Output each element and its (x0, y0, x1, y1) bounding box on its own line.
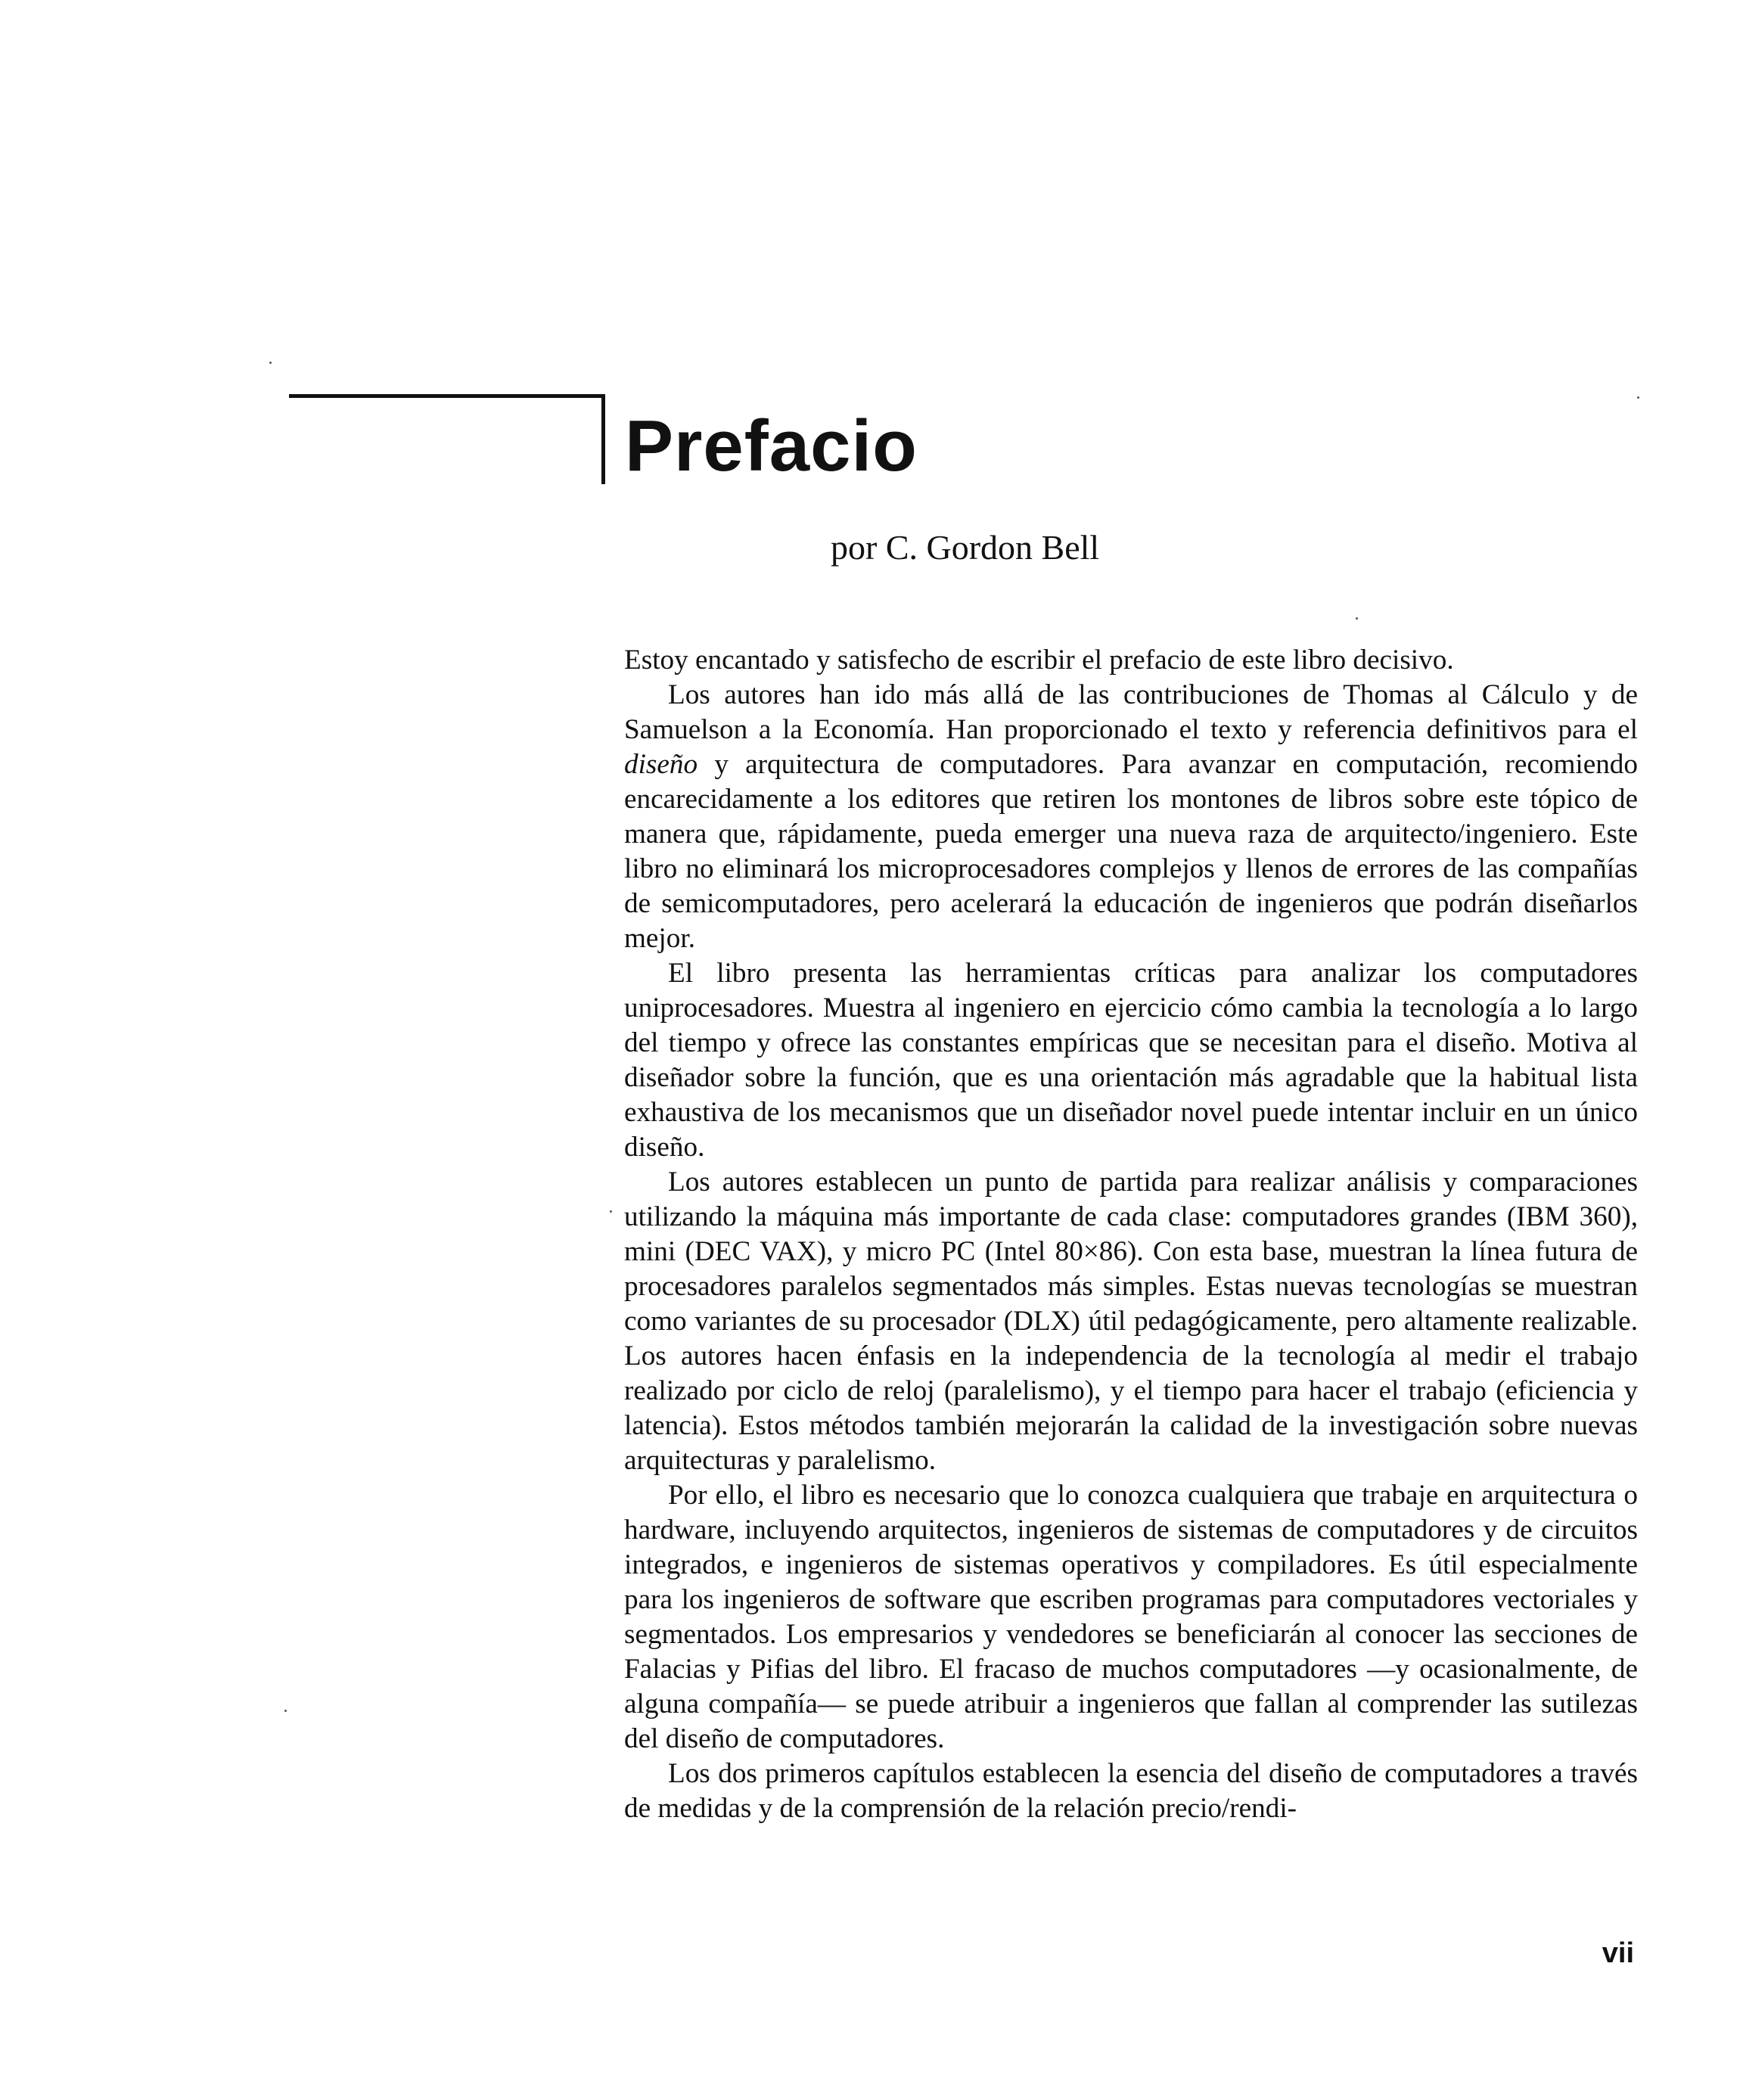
paragraph: Por ello, el libro es necesario que lo conozca cualquiera que trabaje en arquitectura o hardware, incluyendo arquitectos, ingenieros de sistemas de computadores y de circuitos integrados, e ingenieros de sistemas operativos y compiladores. Es útil especialmente para los ingenieros de software que escriben programas para computadores vectoriales y segmentados. Los empresarios y vendedores se beneficiarán al conocer las secciones de Falacias y Pifias del libro. El fracaso de muchos computadores —y ocasionalmente, de alguna compañía— se puede atribuir a ingenieros que fallan al comprender las sutilezas del diseño de computadores. (624, 1480, 1638, 1754)
paragraph: Estoy encantado y satisfecho de escribir el prefacio de este libro decisivo. (624, 645, 1454, 676)
scan-speck (1637, 396, 1639, 399)
scan-speck (269, 362, 272, 364)
paragraph (624, 678, 1638, 956)
emphasized-word: diseño (624, 749, 698, 780)
page-number: vii (1602, 1937, 1634, 1969)
scan-speck (1356, 617, 1358, 620)
paragraph-text: Los autores han ido más allá de las contribuciones de Thomas al Cálculo y de Samuelson a la Economía. Han proporcionado el texto y referencia definitivos para el (624, 679, 1638, 745)
scan-speck (284, 1710, 287, 1712)
paragraph: El libro presenta las herramientas críticas para analizar los computadores uniprocesadores. Muestra al ingeniero en ejercicio cómo cambia la tecnología a lo largo del tiempo y ofrece las constantes empíricas que se necesitan para el diseño. Motiva al diseñador sobre la función, que es una orientación más agradable que la habitual lista exhaustiva de los mecanismos que un diseñador novel puede intentar incluir en un único diseño. (624, 958, 1638, 1163)
chapter-title: Prefacio (625, 405, 918, 486)
chapter-rule-horizontal (289, 394, 605, 398)
paragraph: Los dos primeros capítulos establecen la esencia del diseño de computadores a través de medidas y de la comprensión de la relación precio/rendi- (624, 1758, 1638, 1824)
preface-body (624, 643, 1638, 1826)
paragraph: Los autores establecen un punto de partida para realizar análisis y comparaciones utilizando la máquina más importante de cada clase: computadores grandes (IBM 360), mini (DEC VAX), y micro PC (Intel 80×86). Con esta base, muestran la línea futura de procesadores paralelos segmentados más simples. Estas nuevas tecnologías se muestran como variantes de su procesador (DLX) útil pedagógicamente, pero altamente realizable. Los autores hacen énfasis en la independencia de la tecnología al medir el trabajo realizado por ciclo de reloj (paralelismo), y el tiempo para hacer el trabajo (eficiencia y latencia). Estos métodos también mejorarán la calidad de la investigación sobre nuevas arquitecturas y paralelismo. (624, 1166, 1638, 1476)
scan-speck (610, 1210, 612, 1213)
chapter-rule-vertical (601, 394, 605, 484)
author-byline: por C. Gordon Bell (831, 528, 1100, 567)
paragraph-text: y arquitectura de computadores. Para avanzar en computación, recomiendo encarecidamente a los editores que retiren los montones de libros sobre este tópico de manera que, rápidamente, pueda emerger una nueva raza de arquitecto/ingeniero. Este libro no eliminará los microprocesadores complejos y llenos de errores de las compañías de semicomputadores, pero acelerará la educación de ingenieros que podrán diseñarlos mejor. (624, 749, 1638, 954)
